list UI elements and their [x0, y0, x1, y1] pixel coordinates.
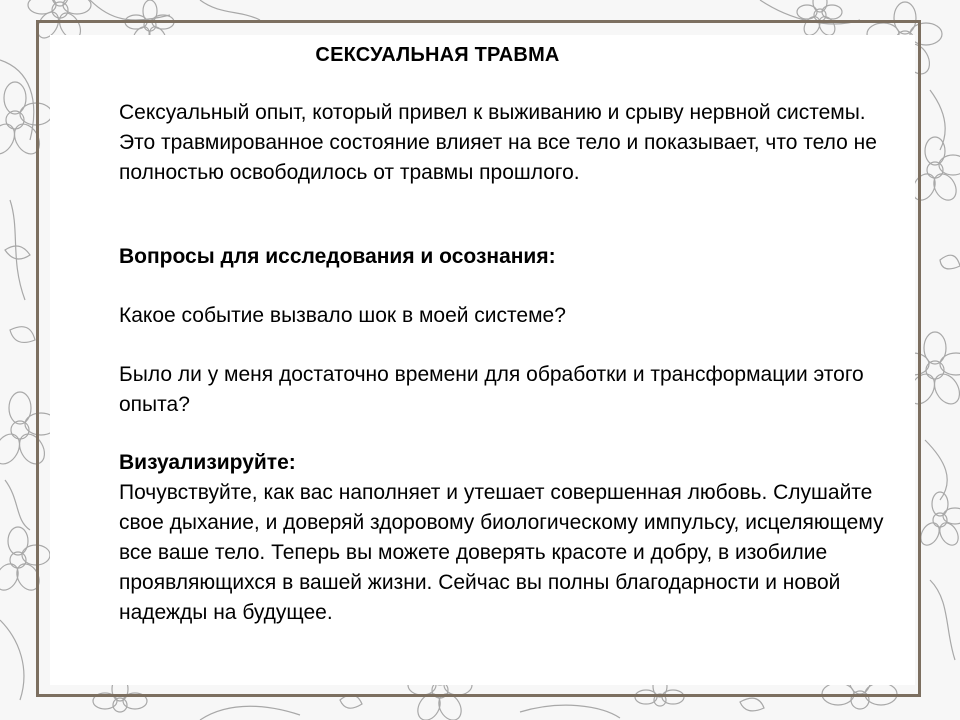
visualize-heading: Визуализируйте:	[119, 451, 296, 474]
question-2: Было ли у меня достаточно времени для обработки и трансформации этого опыта?	[119, 363, 864, 416]
flower-icon	[917, 492, 960, 548]
visualize-paragraph: Почувствуйте, как вас наполняет и утешает совершенная любовь. Слушайте свое дыхание, и доверяй здоровому биологическому импульсу, исцеляющему все ваше тело. Теперь вы можете доверять красоте и добру, в изобилие проявляющихся в вашей жизни. Сейчас вы полны благодарности и новой надежды на будущее.	[119, 481, 884, 624]
intro-paragraph: Сексуальный опыт, который привел к выживанию и срыву нервной системы. Это травмированное состояние влияет на все тело и показывает, что тело не полностью освободилось от травмы прошлого.	[119, 101, 877, 184]
question-1: Какое событие вызвало шок в моей системе?	[119, 304, 566, 327]
page-title: СЕКСУАЛЬНАЯ ТРАВМА	[315, 44, 560, 66]
questions-heading: Вопросы для исследования и осознания:	[119, 245, 556, 268]
